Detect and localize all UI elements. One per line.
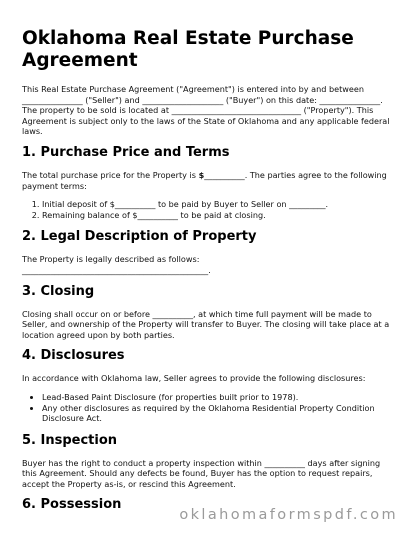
section-paragraph: The Property is legally described as follows: bbox=[22, 254, 200, 265]
payment-terms-list bbox=[22, 199, 390, 220]
intro-paragraph: This Real Estate Purchase Agreement ("Agreement") is entered into by and between _______________ ("Seller") and ____________________ ("Buyer") on this date: _______________. The property to be sold is located at ________________________________ ("Property"). This Agreement is subject only to the laws of the State of Oklahoma and any applicable federal laws. bbox=[22, 84, 390, 137]
section-inspection bbox=[22, 433, 390, 490]
disclosures-list bbox=[22, 392, 390, 424]
section-heading: 3. Closing bbox=[22, 283, 95, 299]
site-watermark: oklahomaformspdf.com bbox=[179, 507, 398, 523]
section-disclosures bbox=[22, 348, 390, 423]
section-closing bbox=[22, 284, 390, 341]
section-heading: 6. Possession bbox=[22, 497, 122, 513]
section-purchase-price bbox=[22, 145, 390, 220]
list-item: 1. Initial deposit of $__________ to be paid by Buyer to Seller on _________. bbox=[42, 199, 390, 210]
legal-description-blank: ______________________________________________. bbox=[22, 264, 211, 275]
list-item: 2. Remaining balance of $__________ to be paid at closing. bbox=[42, 210, 390, 221]
price-text-suffix: __________. The parties agree to the following payment terms: bbox=[22, 169, 387, 191]
section-paragraph: Closing shall occur on or before __________, at which time full payment will be made to Seller, and ownership of the Property will transfer to Buyer. The closing will take place at a location agreed upon by both parties. bbox=[22, 308, 390, 340]
list-item: • Any other disclosures as required by the Oklahoma Residential Property Condition Disclosure Act. bbox=[42, 403, 390, 424]
price-currency-sign: $ bbox=[198, 169, 205, 180]
section-paragraph: In accordance with Oklahoma law, Seller agrees to provide the following disclosures: bbox=[22, 373, 366, 384]
section-heading: 5. Inspection bbox=[22, 432, 118, 448]
section-heading: 2. Legal Description of Property bbox=[22, 229, 257, 245]
section-heading: 4. Disclosures bbox=[22, 348, 125, 364]
section-heading: 1. Purchase Price and Terms bbox=[22, 144, 230, 160]
section-legal-description bbox=[22, 229, 390, 275]
price-text-prefix: The total purchase price for the Property is bbox=[22, 169, 199, 180]
list-item: • Lead-Based Paint Disclosure (for properties built prior to 1978). bbox=[42, 392, 390, 403]
section-paragraph bbox=[22, 170, 390, 191]
document-title: Oklahoma Real Estate Purchase Agreement bbox=[22, 28, 354, 71]
section-paragraph: Buyer has the right to conduct a property inspection within __________ days after signing this Agreement. Should any defects be found, Buyer has the option to request repairs, accept the Property as-is, or rescind this Agreement. bbox=[22, 457, 381, 489]
